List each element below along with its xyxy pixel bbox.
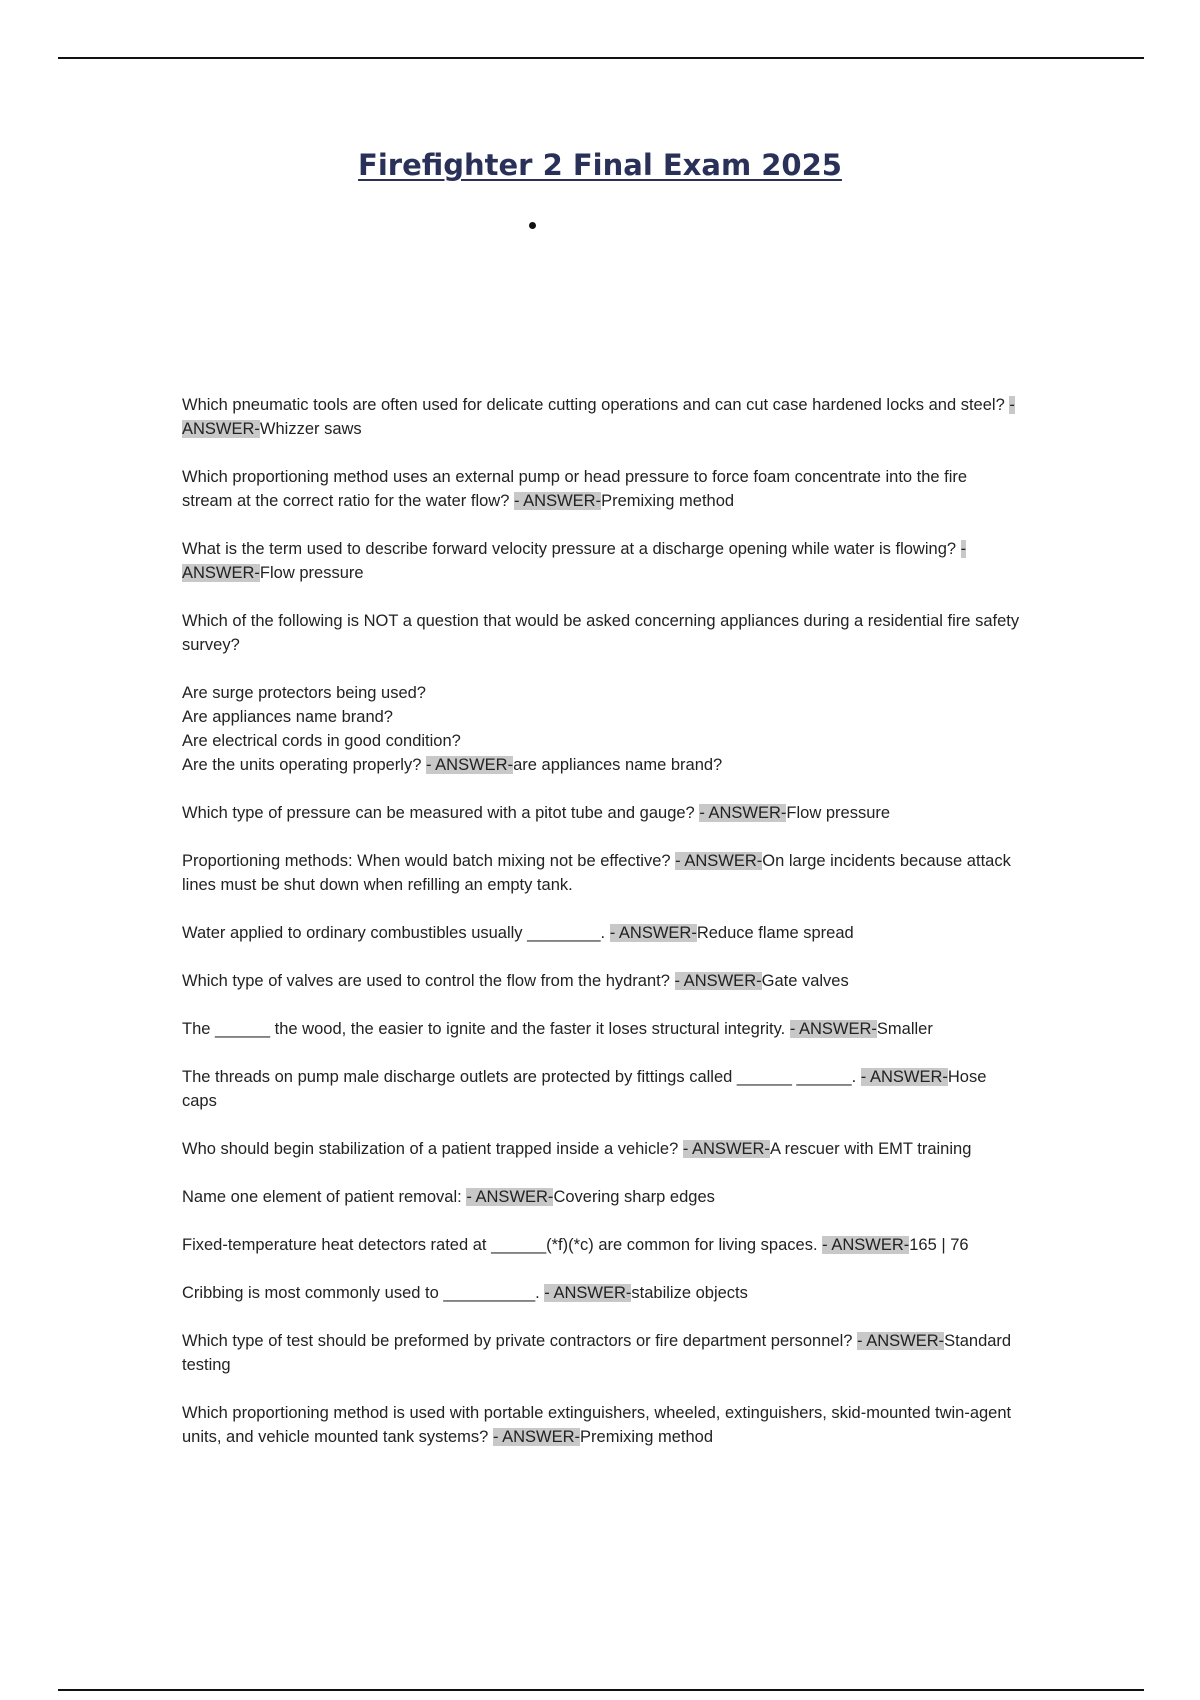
page-title: Firefighter 2 Final Exam 2025 [358,148,842,182]
question-text: Which of the following is NOT a question that would be asked concerning appliances during a residential fire safety survey? Are surge protectors being used? Are appliances name brand? Are electrical cords in good condition? Are the units operating properly? [182,612,1020,774]
answer-text: Whizzer saws [259,420,362,438]
answer-text: Premixing method [601,492,735,510]
top-rule [58,57,1144,59]
answer-label: - ANSWER- [182,540,967,582]
answer-text: Reduce flame spread [696,924,854,942]
answer-label: - ANSWER- [182,396,1015,438]
answer-label: - ANSWER- [426,756,514,774]
qa-item [182,1233,1022,1257]
answer-label: - ANSWER- [789,1020,877,1038]
answer-text: are appliances name brand? [513,756,723,774]
qa-item [182,537,1022,585]
question-text: Which type of test should be preformed by private contractors or fire department personnel? [182,1332,853,1350]
question-text: The threads on pump male discharge outlets are protected by fittings called ______ ______. [182,1068,857,1086]
qa-list [182,393,1022,1473]
question-text: Who should begin stabilization of a patient trapped inside a vehicle? [182,1140,679,1158]
answer-text: stabilize objects [631,1284,748,1302]
answer-label: - ANSWER- [609,924,697,942]
qa-item [182,465,1022,513]
question-text: Proportioning methods: When would batch mixing not be effective? [182,852,671,870]
answer-text: Smaller [876,1020,933,1038]
qa-item [182,969,1022,993]
answer-text: Flow pressure [786,804,891,822]
question-text: Which pneumatic tools are often used for delicate cutting operations and can cut case hardened locks and steel? [182,396,1005,414]
qa-item [182,1017,1022,1041]
qa-item [182,801,1022,825]
answer-label: - ANSWER- [860,1068,948,1086]
qa-item [182,1329,1022,1377]
qa-item [182,609,1022,777]
question-text: Fixed-temperature heat detectors rated at ______(*f)(*c) are common for living spaces. [182,1236,818,1254]
qa-item [182,1401,1022,1449]
answer-text: Covering sharp edges [553,1188,715,1206]
answer-label: - ANSWER- [492,1428,581,1446]
answer-text: Standard testing [182,1332,1012,1374]
answer-label: - ANSWER- [857,1332,945,1350]
qa-item [182,1281,1022,1305]
question-text: Which type of valves are used to control the flow from the hydrant? [182,972,670,990]
bottom-rule [58,1689,1144,1691]
answer-label: - ANSWER- [513,492,602,510]
qa-item [182,393,1022,441]
answer-label: - ANSWER- [699,804,787,822]
question-text: Which proportioning method uses an external pump or head pressure to force foam concentrate into the fire stream at the correct ratio for the water flow? [182,468,968,510]
answer-text: Premixing method [580,1428,714,1446]
question-text: Cribbing is most commonly used to __________. [182,1284,540,1302]
question-text: Which proportioning method is used with portable extinguishers, wheeled, extinguishers, skid-mounted twin-agent units, and vehicle mounted tank systems? [182,1404,1012,1446]
qa-item [182,1137,1022,1161]
answer-label: - ANSWER- [682,1140,770,1158]
answer-text: Flow pressure [259,564,364,582]
answer-text: Gate valves [761,972,849,990]
qa-item [182,921,1022,945]
question-text: Name one element of patient removal: [182,1188,462,1206]
bullet-dot [529,222,536,229]
answer-label: - ANSWER- [822,1236,910,1254]
answer-text: A rescuer with EMT training [769,1140,972,1158]
question-text: Which type of pressure can be measured with a pitot tube and gauge? [182,804,695,822]
answer-text: On large incidents because attack lines must be shut down when refilling an empty tank. [182,852,1011,894]
question-text: The ______ the wood, the easier to ignite and the faster it loses structural integrity. [182,1020,786,1038]
qa-item [182,849,1022,897]
answer-text: 165 | 76 [909,1236,969,1254]
answer-label: - ANSWER- [466,1188,554,1206]
answer-label: - ANSWER- [675,852,763,870]
question-text: Water applied to ordinary combustibles usually ________. [182,924,606,942]
answer-label: - ANSWER- [674,972,762,990]
qa-item [182,1065,1022,1113]
question-text: What is the term used to describe forward velocity pressure at a discharge opening while water is flowing? [182,540,957,558]
qa-item [182,1185,1022,1209]
answer-text: Hose caps [182,1068,987,1110]
answer-label: - ANSWER- [544,1284,632,1302]
